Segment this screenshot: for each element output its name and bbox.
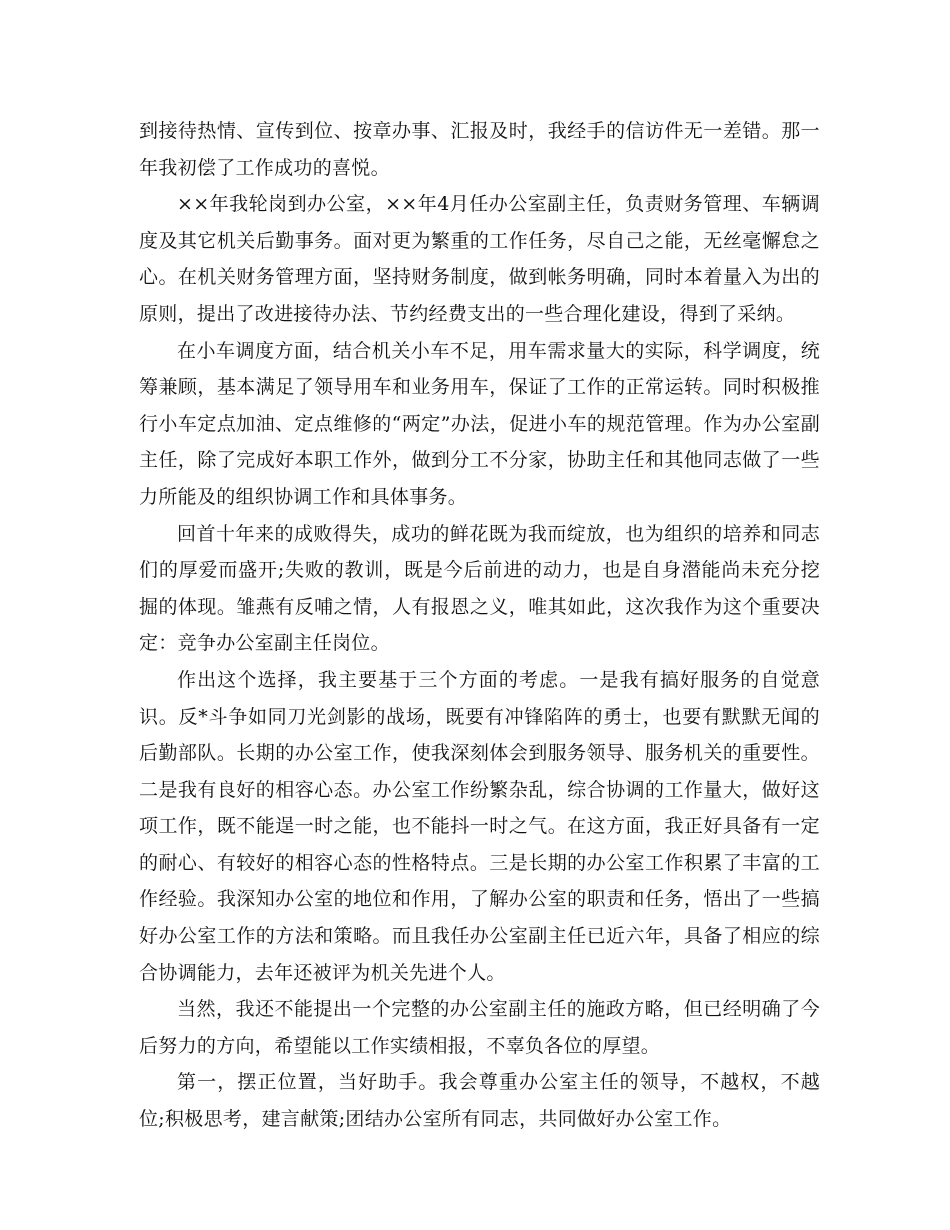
document-body (139, 113, 820, 1138)
paragraph-7: 第一，摆正位置，当好助手。我会尊重办公室主任的领导，不越权，不越位;积极思考，建言献策;团结办公室所有同志，共同做好办公室工作。 (139, 1071, 820, 1131)
paragraph-5: 作出这个选择，我主要基于三个方面的考虑。一是我有搞好服务的自觉意识。反*斗争如同刀光剑影的战场，既要有冲锋陷阵的勇士，也要有默默无闻的后勤部队。长期的办公室工作，使我深刻体会到服务领导、服务机关的重要性。二是我有良好的相容心态。办公室工作纷繁杂乱，综合协调的工作量大，做好这项工作，既不能逞一时之能，也不能抖一时之气。在这方面，我正好具备有一定的耐心、有较好的相容心态的性格特点。三是长期的办公室工作积累了丰富的工作经验。我深知办公室的地位和作用，了解办公室的职责和任务，悟出了一些搞好办公室工作的方法和策略。而且我任办公室副主任已近六年，具备了相应的综合协调能力，去年还被评为机关先进个人。 (139, 668, 820, 984)
paragraph-1: 到接待热情、宣传到位、按章办事、汇报及时，我经手的信访件无一差错。那一年我初偿了工作成功的喜悦。 (139, 120, 820, 179)
paragraph-3: 在小车调度方面，结合机关小车不足，用车需求量大的实际，科学调度，统筹兼顾，基本满足了领导用车和业务用车，保证了工作的正常运转。同时积极推行小车定点加油、定点维修的“两定”办法，促进小车的规范管理。作为办公室副主任，除了完成好本职工作外，做到分工不分家，协助主任和其他同志做了一些力所能及的组织协调工作和具体事务。 (139, 339, 820, 508)
paragraph-6: 当然，我还不能提出一个完整的办公室副主任的施政方略，但已经明确了今后努力的方向，希望能以工作实绩相报，不辜负各位的厚望。 (139, 998, 820, 1057)
paragraph-4: 回首十年来的成败得失，成功的鲜花既为我而绽放，也为组织的培养和同志们的厚爱而盛开;失败的教训，既是今后前进的动力，也是自身潜能尚未充分挖掘的体现。雏燕有反哺之情，人有报恩之义，唯其如此，这次我作为这个重要决定：竞争办公室副主任岗位。 (139, 522, 820, 655)
paragraph-2: ××年我轮岗到办公室，××年4月任办公室副主任，负责财务管理、车辆调度及其它机关后勤事务。面对更为繁重的工作任务，尽自己之能，无丝毫懈怠之心。在机关财务管理方面，坚持财务制度，做到帐务明确，同时本着量入为出的原则，提出了改进接待办法、节约经费支出的一些合理化建设，得到了采纳。 (139, 193, 820, 325)
